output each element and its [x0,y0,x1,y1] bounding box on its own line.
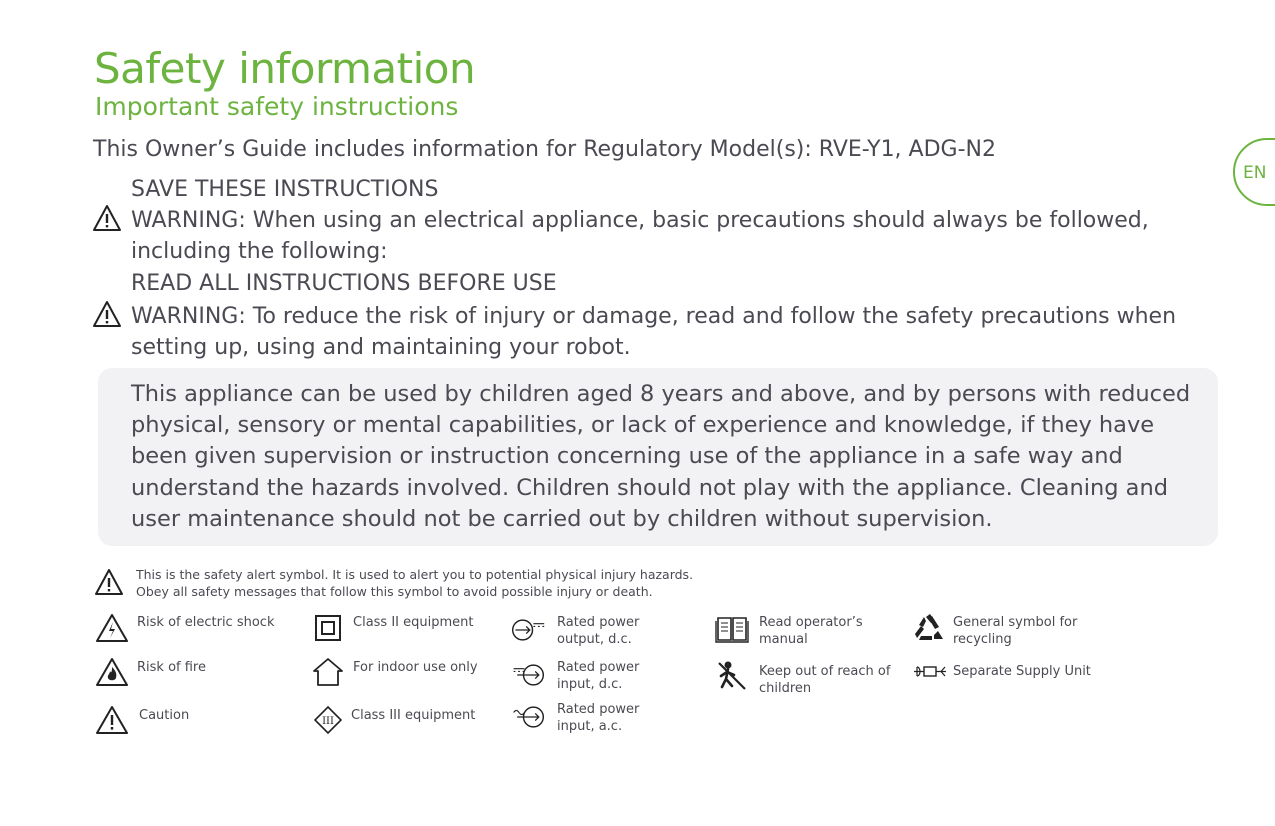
symbol-label-supply-unit: Separate Supply Unit [953,664,1091,679]
symbol-label-line: Keep out of reach of [759,664,891,679]
save-instructions: SAVE THESE INSTRUCTIONS [131,177,439,202]
safety-alert-description [136,566,836,600]
safety-alert-icon [94,568,124,596]
symbol-label-line: General symbol for [953,615,1078,630]
notice-line: understand the hazards involved. Children should not play with the appliance. Cleaning and [131,474,1169,501]
rated-input-dc-icon [510,659,546,691]
symbol-label-line: Rated power [557,660,640,675]
symbol-label-recycling [953,614,1077,648]
notice-line: been given supervision or instruction concerning use of the appliance in a safe way and [131,443,1123,470]
class-3-equipment-icon [310,704,346,736]
warning-1-line-2: including the following: [131,239,388,264]
symbol-label-electric-shock: Risk of electric shock [137,615,275,630]
warning-1-line-1: WARNING: When using an electrical appliance, basic precautions should always be followed, [131,208,1149,233]
symbol-label-caution: Caution [139,708,190,723]
symbol-label-line: Read operator’s [759,615,863,630]
symbol-label-class-3: Class III equipment [351,708,476,723]
page-title: Safety information [94,44,476,93]
children-notice-box [98,368,1218,546]
warning-2-line-1: WARNING: To reduce the risk of injury or damage, read and follow the safety precautions when [131,304,1177,329]
symbol-label-rated-output-dc [557,614,639,648]
operator-manual-icon [714,612,750,644]
notice-line: user maintenance should not be carried out by children without supervision. [131,505,993,532]
safety-alert-line: This is the safety alert symbol. It is used to alert you to potential physical injury hazards. [136,567,694,582]
read-all-instructions: READ ALL INSTRUCTIONS BEFORE USE [131,271,557,296]
symbol-label-line: recycling [953,632,1012,647]
indoor-use-icon [310,656,346,688]
symbol-label-line: input, a.c. [557,719,623,734]
symbol-label-class-2: Class II equipment [353,615,474,630]
children-notice-text [131,379,1201,535]
symbol-label-rated-input-dc [557,659,639,693]
caution-icon [94,704,130,736]
recycling-icon [912,612,948,644]
notice-line: physical, sensory or mental capabilities, or lack of experience and knowledge, if they have [131,412,1155,439]
symbol-label-line: children [759,681,812,696]
separate-supply-unit-icon [912,656,948,688]
class-2-equipment-icon [310,612,346,644]
warning-2-line-2: setting up, using and maintaining your robot. [131,335,631,360]
symbol-label-line: output, d.c. [557,632,632,647]
keep-away-from-children-icon [714,659,750,691]
symbol-label-line: manual [759,632,808,647]
rated-output-dc-icon [510,614,546,646]
model-line: This Owner’s Guide includes information for Regulatory Model(s): RVE-Y1, ADG-N2 [93,137,996,162]
language-tab-label: EN [1243,163,1267,183]
warning-icon [92,300,122,328]
fire-icon [94,656,130,688]
svg-text:III: III [322,716,334,727]
symbol-label-manual [759,614,863,648]
warning-icon [92,204,122,232]
page-subtitle: Important safety instructions [95,92,459,121]
symbol-label-rated-input-ac [557,701,639,735]
notice-line: This appliance can be used by children aged 8 years and above, and by persons with reduced [131,381,1191,407]
language-tab[interactable] [1233,138,1275,206]
symbol-label-line: Rated power [557,702,640,717]
rated-input-ac-icon [510,701,546,733]
safety-alert-line: Obey all safety messages that follow this symbol to avoid possible injury or death. [136,584,653,599]
symbol-label-line: input, d.c. [557,677,623,692]
symbol-label-fire: Risk of fire [137,660,206,675]
symbol-label-indoor: For indoor use only [353,660,478,675]
symbol-label-line: Rated power [557,615,640,630]
electric-shock-icon [94,612,130,644]
symbol-label-children [759,663,890,697]
